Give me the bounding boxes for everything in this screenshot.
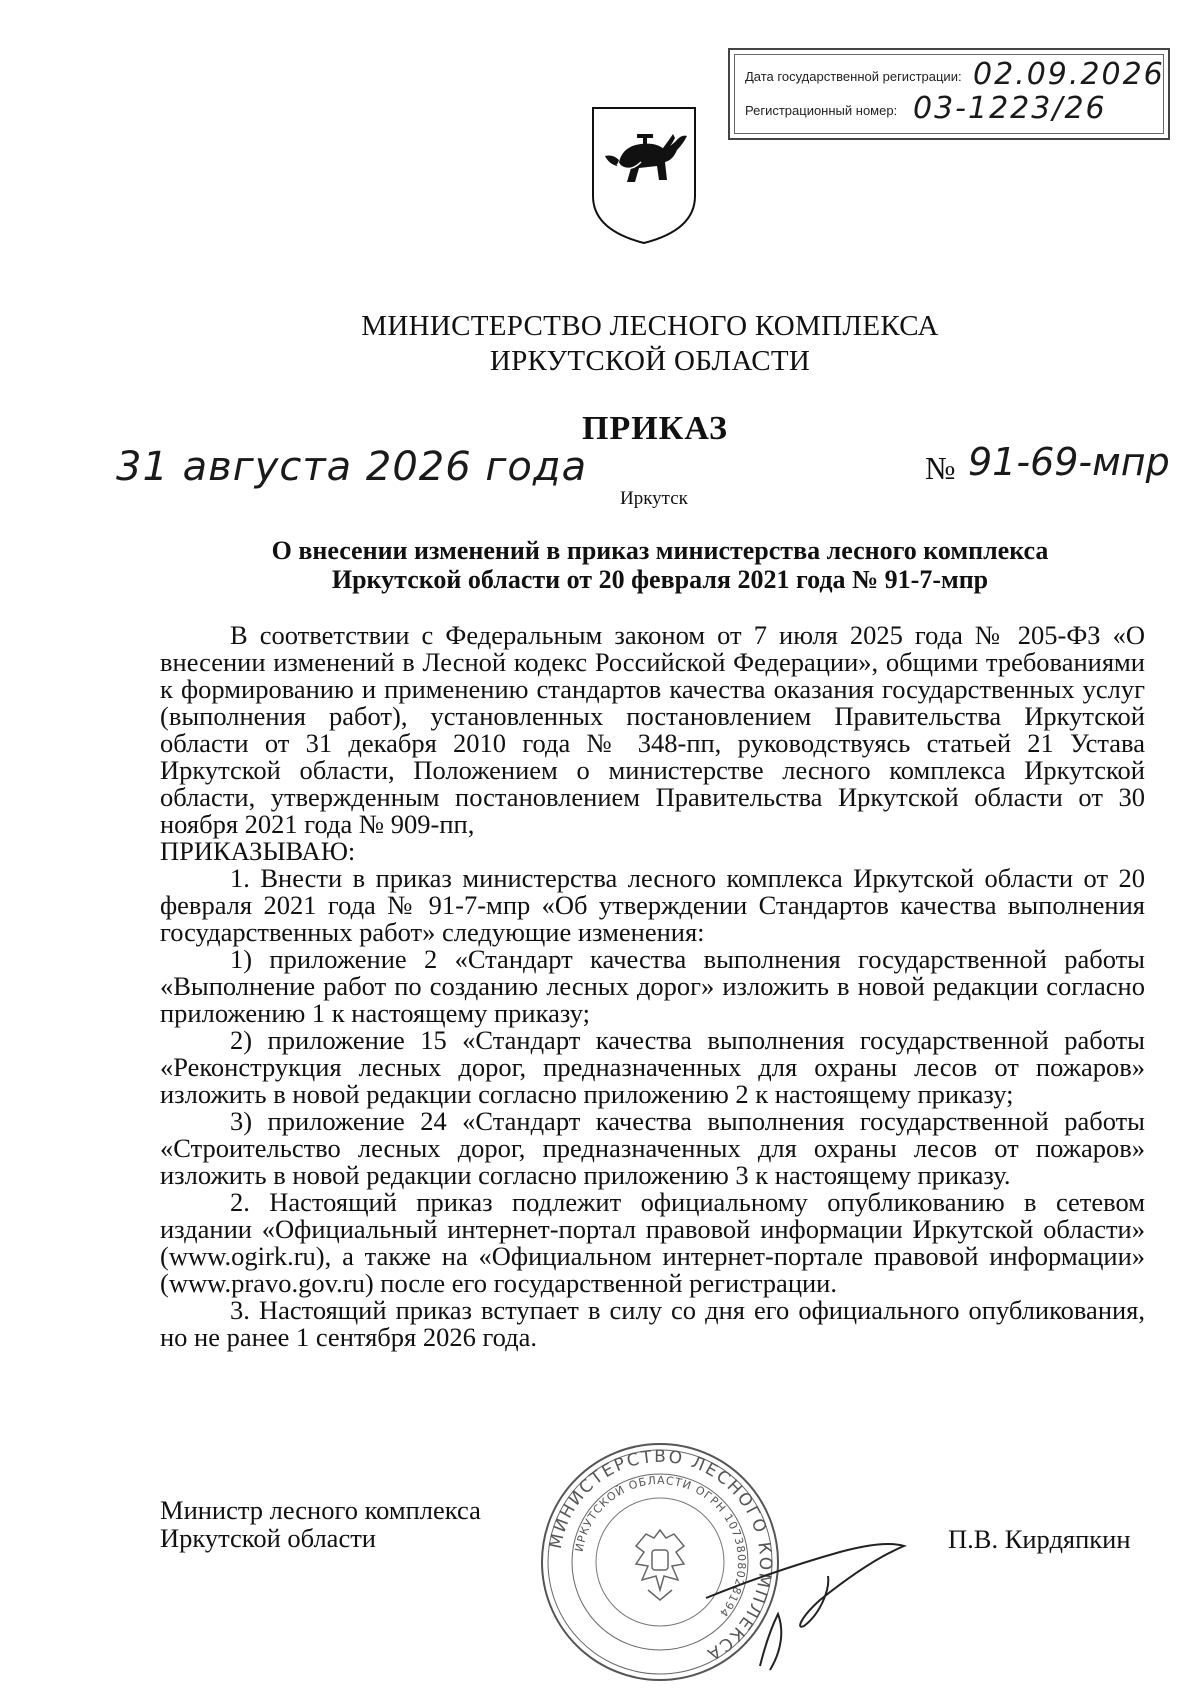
registration-stamp: [728, 48, 1170, 140]
seal-inner-text: ИРКУТСКОЙ ОБЛАСТИ ОГРН 1073808028194: [572, 1473, 749, 1620]
document-city: Иркутск: [620, 488, 688, 509]
signatory-title-line2: Иркутской области: [160, 1523, 376, 1553]
preamble-paragraph: В соответствии с Федеральным законом от 7 июля 2025 года № 205-ФЗ «О внесении изменений в Лесной кодекс Российской Федерации», общими требованиями к формированию и применению стандартов качества оказания государственных услуг (выполнения работ), установленных постановлением Правительства Иркутской области от 31 декабря 2010 года № 348-пп, руководствуясь статьей 21 Устава Иркутской области, Положением о министерстве лесного комплекса Иркутской области, утвержденным постановлением Правительства Иркутской области от 30 ноября 2021 года № 909-пп,: [160, 620, 1145, 839]
coat-of-arms-icon: [589, 104, 699, 246]
registration-date-label: Дата государственной регистрации:: [745, 69, 962, 84]
registration-date-value: 02.09.2026: [973, 57, 1165, 92]
subject-line2: Иркутской области от 20 февраля 2021 года № 91-7-мпр: [331, 565, 989, 594]
body-paragraph: 1) приложение 2 «Стандарт качества выполнения государственной работы «Выполнение работ по созданию лесных дорог» изложить в новой редакции согласно приложению 1 к настоящему приказу;: [160, 944, 1145, 1028]
signatory-title: [160, 1496, 481, 1552]
seal-outer-text: МИНИСТЕРСТВО ЛЕСНОГО КОМПЛЕКСА: [545, 1446, 776, 1665]
body-paragraph: 1. Внести в приказ министерства лесного комплекса Иркутской области от 20 февраля 2021 года № 91-7-мпр «Об утверждении Стандартов качества выполнения государственных работ» следующие изменения:: [160, 863, 1145, 947]
document-body: [160, 622, 1145, 1351]
document-type: ПРИКАЗ: [582, 410, 728, 447]
body-paragraph: 2. Настоящий приказ подлежит официальному опубликованию в сетевом издании «Официальный интернет-портал правовой информации Иркутской области» (www.ogirk.ru), а также на «Официальном интернет-портале правовой информации» (www.pravo.gov.ru) после его государственной регистрации.: [160, 1187, 1145, 1298]
ministry-name-line2: ИРКУТСКОЙ ОБЛАСТИ: [489, 345, 811, 377]
registration-number-value: 03-1223/26: [913, 91, 1107, 126]
ministry-name-line1: МИНИСТЕРСТВО ЛЕСНОГО КОМПЛЕКСА: [361, 310, 939, 342]
body-paragraph: 3) приложение 24 «Стандарт качества выполнения государственной работы «Строительство лесных дорог, предназначенных для охраны лесов от пожаров» изложить в новой редакции согласно приложению 3 к настоящему приказу.: [160, 1106, 1145, 1190]
signatory-title-line1: Министр лесного комплекса: [160, 1495, 481, 1525]
double-headed-eagle-icon: [636, 1530, 684, 1600]
document-number: 91-69-мпр: [968, 440, 1170, 484]
registration-number-label: Регистрационный номер:: [745, 103, 898, 118]
body-paragraph: 2) приложение 15 «Стандарт качества выполнения государственной работы «Реконструкция лесных дорог, предназначенных для охраны лесов от пожаров» изложить в новой редакции согласно приложению 2 к настоящему приказу;: [160, 1025, 1145, 1109]
document-date: 31 августа 2026 года: [116, 444, 588, 490]
body-paragraph: 3. Настоящий приказ вступает в силу со дня его официального опубликования, но не ранее 1 сентября 2026 года.: [160, 1295, 1145, 1352]
order-word: ПРИКАЗЫВАЮ:: [160, 836, 356, 866]
registration-stamp-frame: [734, 54, 1164, 134]
document-number-prefix: №: [925, 450, 956, 486]
signatory-name: П.В. Кирдяпкин: [948, 1524, 1131, 1554]
document-subject: [160, 536, 1160, 594]
handwritten-signature: [700, 1480, 930, 1680]
subject-line1: О внесении изменений в приказ министерства лесного комплекса: [271, 536, 1049, 565]
